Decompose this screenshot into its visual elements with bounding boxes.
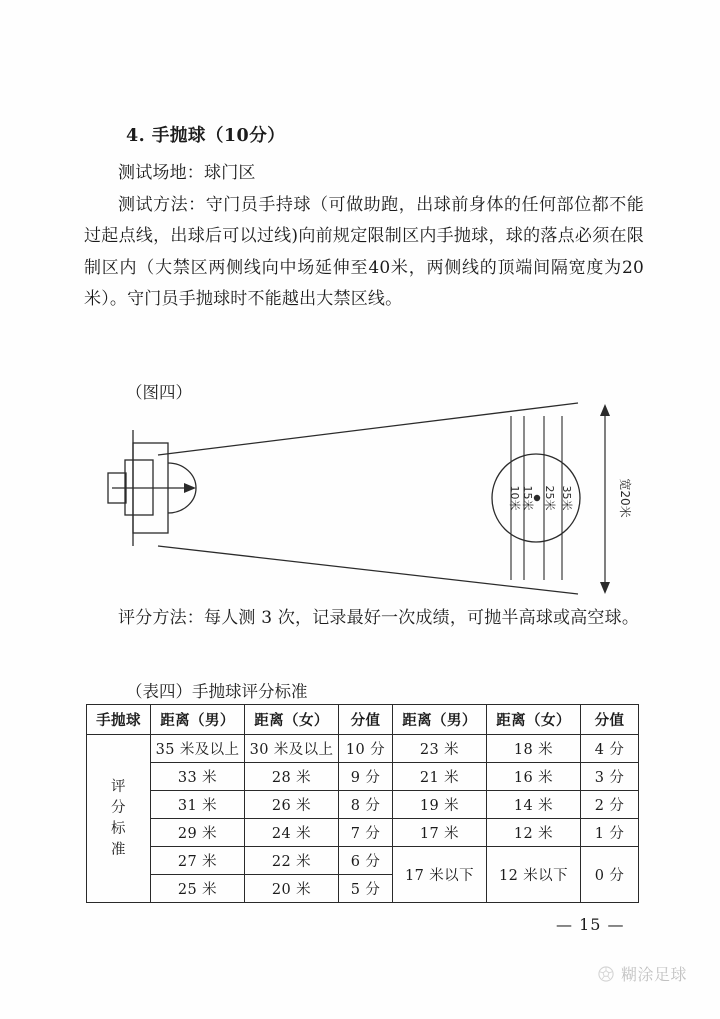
col-header-score-1: 分值 (339, 705, 393, 735)
cell-distance-female: 20 米 (245, 875, 339, 903)
table-header-row (87, 705, 639, 735)
col-header-score-2: 分值 (581, 705, 639, 735)
col-header-event: 手抛球 (87, 705, 151, 735)
table-row (87, 763, 639, 791)
cell-distance-male-2: 19 米 (393, 791, 487, 819)
cell-score-2: 3 分 (581, 763, 639, 791)
cell-score-2: 4 分 (581, 735, 639, 763)
boundary-line-lower (158, 546, 578, 594)
watermark (596, 962, 687, 985)
cell-distance-male-2-merged: 17 米以下 (393, 847, 487, 903)
cell-score-2: 1 分 (581, 819, 639, 847)
col-header-distance-female-2: 距离（女） (487, 705, 581, 735)
cell-distance-female-2-merged: 12 米以下 (487, 847, 581, 903)
table-caption: （表四）手抛球评分标准 (126, 682, 308, 701)
width-label: 宽20米 (618, 478, 632, 518)
throw-area-diagram (100, 398, 640, 598)
distance-label-35m: 35米 (560, 485, 573, 511)
cell-distance-female-2: 18 米 (487, 735, 581, 763)
col-header-distance-male-2: 距离（男） (393, 705, 487, 735)
cell-distance-male: 27 米 (151, 847, 245, 875)
cell-distance-male: 25 米 (151, 875, 245, 903)
cell-distance-male-2: 23 米 (393, 735, 487, 763)
cell-distance-male-2: 21 米 (393, 763, 487, 791)
cell-score: 9 分 (339, 763, 393, 791)
throw-direction-arrowhead (184, 483, 196, 493)
cell-distance-female: 26 米 (245, 791, 339, 819)
page-number: — 15 — (556, 915, 625, 934)
cell-distance-male: 33 米 (151, 763, 245, 791)
soccer-ball-icon (596, 964, 616, 984)
table-row (87, 819, 639, 847)
scoring-method-paragraph: 评分方法：每人测 3 次，记录最好一次成绩，可抛半高球或高空球。 (118, 608, 640, 628)
cell-score: 6 分 (339, 847, 393, 875)
distance-label-15m: 15米 (521, 485, 534, 511)
width-arrow-bottom (600, 582, 610, 594)
distance-label-25m: 25米 (543, 485, 556, 511)
page-title: 4. 手抛球（10分） (126, 126, 286, 146)
row-label-char-3: 标 (111, 820, 126, 837)
scoring-table (86, 704, 639, 903)
table-row (87, 791, 639, 819)
watermark-text: 糊涂足球 (621, 965, 688, 984)
boundary-line-upper (158, 403, 578, 455)
cell-distance-female-2: 14 米 (487, 791, 581, 819)
cell-score-2: 2 分 (581, 791, 639, 819)
scoring-table-wrap (86, 704, 638, 903)
cell-score: 8 分 (339, 791, 393, 819)
cell-distance-male: 35 米及以上 (151, 735, 245, 763)
col-header-distance-male-1: 距离（男） (151, 705, 245, 735)
row-label-char-2: 分 (111, 799, 126, 816)
cell-score: 10 分 (339, 735, 393, 763)
row-label-char-1: 评 (111, 778, 126, 795)
test-venue-line: 测试场地：球门区 (118, 163, 256, 183)
table-row (87, 847, 639, 875)
figure-caption: （图四） (126, 383, 192, 402)
cell-distance-female: 24 米 (245, 819, 339, 847)
cell-distance-female: 28 米 (245, 763, 339, 791)
method-section (84, 158, 644, 316)
cell-distance-female: 22 米 (245, 847, 339, 875)
cell-distance-male: 29 米 (151, 819, 245, 847)
cell-score: 7 分 (339, 819, 393, 847)
diagram-svg (100, 398, 640, 598)
test-method-paragraph: 测试方法：守门员手持球（可做助跑，出球前身体的任何部位都不能过起点线，出球后可以过线)向前规定限制区内手抛球，球的落点必须在限制区内（大禁区两侧线向中场延伸至40米，两侧线的顶端间隔宽度为20米）。守门员手抛球时不能越出大禁区线。 (84, 194, 644, 309)
distance-label-10m: 10米 (508, 485, 521, 511)
cell-distance-female-2: 16 米 (487, 763, 581, 791)
width-arrow-top (600, 404, 610, 416)
col-header-distance-female-1: 距离（女） (245, 705, 339, 735)
cell-score: 5 分 (339, 875, 393, 903)
row-label-criteria (87, 735, 151, 903)
cell-distance-male: 31 米 (151, 791, 245, 819)
scoring-section (84, 603, 644, 635)
cell-score-2-merged: 0 分 (581, 847, 639, 903)
table-row (87, 735, 639, 763)
cell-distance-female: 30 米及以上 (245, 735, 339, 763)
cell-distance-male-2: 17 米 (393, 819, 487, 847)
row-label-char-4: 准 (111, 841, 126, 858)
cell-distance-female-2: 12 米 (487, 819, 581, 847)
